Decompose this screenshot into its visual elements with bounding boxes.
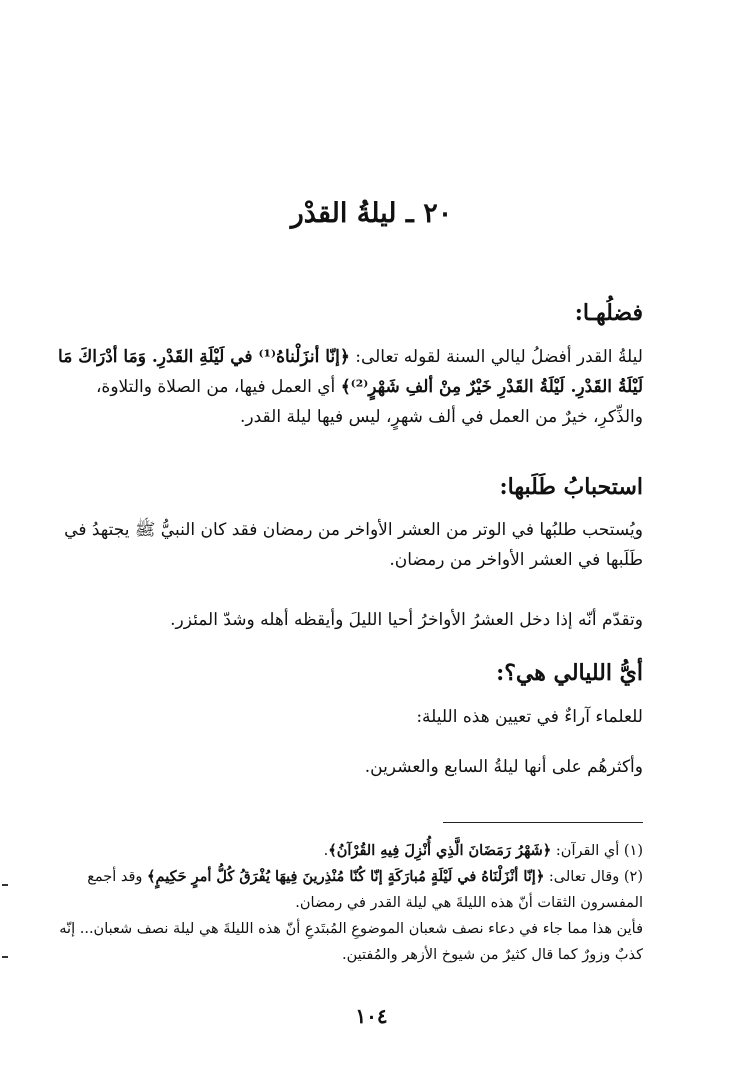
- paragraph-text: ليلةُ القدر أفضلُ ليالي السنة لقوله تعالى:: [355, 347, 643, 367]
- footnote-separator: [443, 822, 643, 823]
- scan-edge-mark: [2, 884, 8, 886]
- section-heading-virtue: فضلُهـا:: [574, 300, 643, 326]
- paragraph-text: وتقدّم أنّه إذا دخل العشرُ الأواخرُ أحيا الليلَ وأيقظه أهله وشدّ المئزر.: [170, 610, 643, 630]
- paragraph-seeking-1: [50, 515, 643, 575]
- footnote-text: فأين هذا مما جاء في دعاء نصف شعبان الموضوعِ المُبتَدعِ أنّ هذه الليلةَ هي ليلة نصف شعبان... إنّه كذبٌ وزورٌ كما قال كثيرٌ من شيوخ الأزهر والمُفتين.: [59, 921, 643, 963]
- footnote-2-continued: [50, 916, 643, 968]
- footnote-2: [50, 864, 643, 916]
- page-number: ١٠٤: [355, 1004, 388, 1028]
- section-heading-which-night: أيُّ الليالي هي؟:: [496, 660, 643, 686]
- paragraph-virtue: [50, 342, 643, 432]
- footnote-quote: ﴿إنّا أنْزَلْنَاهُ في لَيْلَةٍ مُبارَكَةٍ إنّا كُنّا مُنْذِرينَ فِيهَا يُفْرَقُ كُلُّ أمرٍ حَكِيمٍ﴾: [147, 868, 545, 885]
- paragraph-text: للعلماء آراءٌ في تعيين هذه الليلة:: [416, 707, 643, 727]
- paragraph-which-night-1: [50, 702, 643, 732]
- paragraph-seeking-2: [50, 605, 643, 635]
- paragraph-which-night-2: [50, 752, 643, 782]
- footnote-1: [50, 838, 643, 864]
- quran-quote: ﴿إنّا أنزَلْناهُ⁽¹⁾ في لَيْلَةِ القَدْرِ. وَمَا أدْرَاكَ مَا لَيْلَةُ القَدْرِ. لَيْلَةُ القَدْرِ خَيْرٌ مِنْ ألفِ شَهْرٍ⁽²⁾﴾: [58, 347, 643, 397]
- footnotes: [50, 838, 643, 968]
- footnote-text: (٢) وقال تعالى:: [548, 869, 643, 885]
- paragraph-text: وأكثرهُم على أنها ليلةُ السابع والعشرين.: [364, 757, 643, 777]
- chapter-title: ٢٠ ـ ليلةُ القدْر: [290, 198, 453, 229]
- paragraph-text: ويُستحب طلبُها في الوتر من العشر الأواخر من رمضان فقد كان النبيُّ ﷺ يجتهدُ في طَلَبها في العشر الأواخر من رمضان.: [64, 520, 643, 570]
- footnote-text: .: [323, 843, 329, 859]
- footnote-quote: ﴿شَهْرُ رَمَضَانَ الَّذِي أُنْزِلَ فِيهِ القُرْآنُ﴾: [328, 842, 552, 859]
- scan-edge-mark: [2, 956, 8, 958]
- section-heading-seeking: استحبابُ طَلَبها:: [499, 474, 643, 500]
- footnote-text: (١) أي القرآن:: [555, 843, 643, 859]
- paragraph-text: أي العمل فيها، من الصلاة والتلاوة، والذِّكرِ، خيرٌ من العمل في ألف شهرٍ، ليس فيها ليلة القدر.: [95, 377, 643, 427]
- footnote-text: وقد أجمع المفسرون الثقات أنّ هذه الليلةَ هي ليلة القدر في رمضان.: [87, 869, 643, 911]
